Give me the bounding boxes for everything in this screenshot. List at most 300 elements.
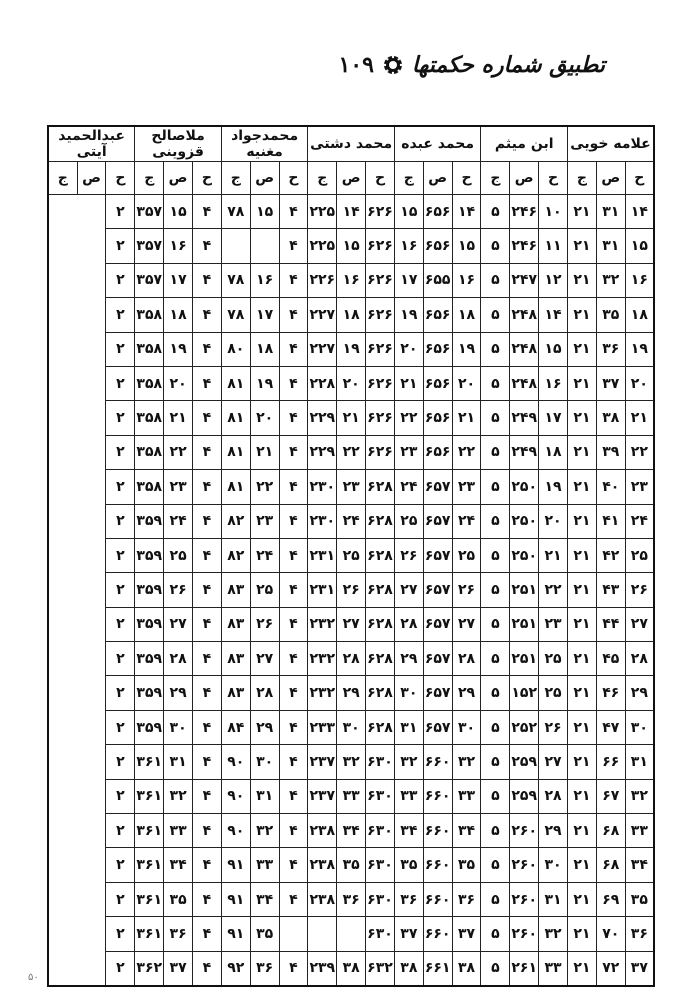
table-cell: ۱۱ — [539, 229, 568, 263]
table-cell: ۲۷ — [337, 607, 366, 641]
table-cell: ۴ — [279, 607, 308, 641]
table-cell: ۳۸ — [337, 951, 366, 986]
table-row — [48, 195, 654, 229]
table-cell: ۲۲۵ — [308, 229, 337, 263]
table-cell: ۱۲ — [539, 263, 568, 297]
table-cell: ۳۹ — [596, 435, 625, 469]
table-cell: ۲۱ — [567, 676, 596, 710]
table-cell: ۲ — [106, 951, 135, 986]
table-cell: ۲۸ — [337, 642, 366, 676]
table-cell: ۲۴۹ — [510, 435, 539, 469]
sub-header: ج — [567, 162, 596, 195]
table-cell: ۳۳ — [164, 814, 193, 848]
table-row — [48, 470, 654, 504]
table-cell: ۶۳۰ — [366, 745, 395, 779]
table-cell: ۱۵ — [250, 195, 279, 229]
table-cell: ۲۱ — [567, 401, 596, 435]
table-cell: ۷۰ — [596, 917, 625, 951]
table-cell: ۴۳ — [596, 573, 625, 607]
sub-header: ص — [423, 162, 452, 195]
table-cell: ۲۵۰ — [510, 470, 539, 504]
table-cell: ۴ — [193, 745, 222, 779]
table-cell: ۵ — [481, 470, 510, 504]
table-cell: ۲۴۶ — [510, 229, 539, 263]
table-cell: ۵ — [481, 814, 510, 848]
table-cell: ۲۳۰ — [308, 504, 337, 538]
table-cell: ۵ — [481, 882, 510, 916]
table-cell: ۸۱ — [221, 470, 250, 504]
table-cell: ۲۴۸ — [510, 332, 539, 366]
table-cell: ۳۶ — [394, 882, 423, 916]
table-cell: ۲۱ — [452, 401, 481, 435]
table-cell: ۲۲۸ — [308, 366, 337, 400]
table-cell: ۲ — [106, 607, 135, 641]
table-cell: ۳۵۹ — [135, 642, 164, 676]
table-cell: ۲ — [106, 779, 135, 813]
table-cell: ۲۳۲ — [308, 676, 337, 710]
table-row — [48, 745, 654, 779]
table-cell: ۲۱ — [567, 332, 596, 366]
table-cell: ۳۰ — [337, 710, 366, 744]
table-row — [48, 435, 654, 469]
table-cell: ۱۸ — [164, 298, 193, 332]
table-cell: ۳۵۸ — [135, 435, 164, 469]
table-cell: ۲۴ — [625, 504, 654, 538]
table-cell: ۶۶۰ — [423, 917, 452, 951]
table-cell: ۷۲ — [596, 951, 625, 986]
table-cell: ۱۰ — [539, 195, 568, 229]
table-cell: ۲۰ — [452, 366, 481, 400]
table-cell: ۶۲۶ — [366, 195, 395, 229]
table-cell: ۲۴۸ — [510, 366, 539, 400]
table-row — [48, 779, 654, 813]
table-cell: ۶۲۸ — [366, 538, 395, 572]
table-cell: ۴ — [193, 573, 222, 607]
sub-header: ج — [481, 162, 510, 195]
table-cell: ۴ — [279, 435, 308, 469]
table-cell: ۹۰ — [221, 745, 250, 779]
table-cell: ۳۱ — [596, 229, 625, 263]
table-cell: ۳۲ — [596, 263, 625, 297]
table-cell: ۴۰ — [596, 470, 625, 504]
table-cell: ۶۲۸ — [366, 573, 395, 607]
table-cell: ۲۳۸ — [308, 882, 337, 916]
table-cell: ۶۸ — [596, 814, 625, 848]
table-cell: ۶۳۲ — [366, 951, 395, 986]
table-cell: ۴ — [193, 676, 222, 710]
table-cell: ۲۲۶ — [308, 263, 337, 297]
table-cell: ۲۱ — [567, 538, 596, 572]
table-cell: ۴۶ — [596, 676, 625, 710]
table-cell: ۲۶۰ — [510, 814, 539, 848]
table-cell: ۳۲ — [164, 779, 193, 813]
table-cell — [250, 229, 279, 263]
table-cell: ۴ — [193, 263, 222, 297]
table-cell: ۵ — [481, 298, 510, 332]
table-cell: ۵ — [481, 676, 510, 710]
table-cell: ۴ — [193, 435, 222, 469]
table-cell: ۳۶۱ — [135, 814, 164, 848]
table-cell: ۸۰ — [221, 332, 250, 366]
table-row — [48, 298, 654, 332]
table-cell: ۱۶ — [337, 263, 366, 297]
table-cell: ۲۶ — [539, 710, 568, 744]
table-cell: ۳۴ — [164, 848, 193, 882]
table-cell: ۳۷ — [394, 917, 423, 951]
table-cell: ۵ — [481, 263, 510, 297]
table-cell: ۲ — [106, 538, 135, 572]
table-cell: ۳۵۹ — [135, 710, 164, 744]
table-cell: ۳۵۹ — [135, 573, 164, 607]
table-cell: ۸۴ — [221, 710, 250, 744]
table-cell: ۴ — [279, 642, 308, 676]
table-cell: ۶۵۶ — [423, 332, 452, 366]
table-cell: ۴ — [279, 848, 308, 882]
table-row — [48, 848, 654, 882]
table-cell: ۱۶ — [452, 263, 481, 297]
table-cell: ۳۱ — [250, 779, 279, 813]
table-cell: ۳۵۷ — [135, 263, 164, 297]
table-cell: ۱۸ — [625, 298, 654, 332]
table-cell: ۳۶ — [625, 917, 654, 951]
table-cell: ۴ — [193, 951, 222, 986]
table-cell: ۲۳۲ — [308, 642, 337, 676]
table-cell: ۵ — [481, 745, 510, 779]
table-cell: ۶۹ — [596, 882, 625, 916]
table-cell: ۱۷ — [539, 401, 568, 435]
sub-header: ح — [106, 162, 135, 195]
table-cell: ۲۵۱ — [510, 642, 539, 676]
table-cell: ۴ — [193, 710, 222, 744]
table-cell: ۳۳ — [394, 779, 423, 813]
table-cell: ۲۲۷ — [308, 332, 337, 366]
table-cell: ۸۲ — [221, 504, 250, 538]
table-cell: ۶۵۷ — [423, 710, 452, 744]
table-cell: ۶۲۸ — [366, 607, 395, 641]
table-cell: ۲۳۹ — [308, 951, 337, 986]
table-cell: ۲۳ — [394, 435, 423, 469]
table-cell: ۲۳۲ — [308, 607, 337, 641]
table-row — [48, 504, 654, 538]
table-cell: ۲۶۰ — [510, 917, 539, 951]
table-cell: ۴ — [193, 229, 222, 263]
table-cell: ۲ — [106, 814, 135, 848]
sub-header: ج — [135, 162, 164, 195]
table-row — [48, 814, 654, 848]
sub-header: ص — [596, 162, 625, 195]
concordance-table — [47, 125, 655, 987]
table-cell: ۴ — [193, 366, 222, 400]
table-cell: ۶۶۰ — [423, 882, 452, 916]
table-cell: ۲۵ — [394, 504, 423, 538]
table-body — [48, 195, 654, 986]
table-row — [48, 263, 654, 297]
table-cell: ۴ — [279, 195, 308, 229]
table-cell: ۱۵ — [539, 332, 568, 366]
table-cell: ۲ — [106, 401, 135, 435]
table-cell: ۲۳۸ — [308, 814, 337, 848]
table-cell: ۲ — [106, 642, 135, 676]
table-cell: ۲۱ — [250, 435, 279, 469]
table-cell: ۲۱ — [164, 401, 193, 435]
flower-ornament-icon — [382, 54, 404, 76]
table-cell: ۶۵۶ — [423, 195, 452, 229]
table-cell: ۲ — [106, 676, 135, 710]
table-cell: ۸۱ — [221, 401, 250, 435]
table-cell: ۳۵۸ — [135, 401, 164, 435]
table-cell: ۲۷ — [250, 642, 279, 676]
table-cell: ۲۱ — [337, 401, 366, 435]
table-cell: ۲۸ — [625, 642, 654, 676]
table-cell: ۳۱ — [539, 882, 568, 916]
table-cell: ۳۵۸ — [135, 298, 164, 332]
group-header-row — [48, 126, 654, 162]
table-cell: ۲۱ — [567, 642, 596, 676]
table-cell: ۴۱ — [596, 504, 625, 538]
table-cell — [337, 917, 366, 951]
table-cell: ۴ — [193, 470, 222, 504]
table-cell: ۲ — [106, 263, 135, 297]
table-cell: ۲۳ — [337, 470, 366, 504]
table-cell: ۳۶ — [452, 882, 481, 916]
table-cell: ۶۲۸ — [366, 676, 395, 710]
table-cell: ۲۱ — [539, 538, 568, 572]
table-cell: ۵ — [481, 710, 510, 744]
table-cell: ۶۶۱ — [423, 951, 452, 986]
table-cell: ۳۳ — [539, 951, 568, 986]
sub-header: ج — [221, 162, 250, 195]
sub-header: ح — [625, 162, 654, 195]
table-cell: ۲۳۳ — [308, 710, 337, 744]
table-cell: ۳۰ — [394, 676, 423, 710]
table-cell: ۳۴ — [337, 814, 366, 848]
table-cell: ۲۴ — [250, 538, 279, 572]
sub-header: ج — [308, 162, 337, 195]
table-cell: ۳۶ — [596, 332, 625, 366]
table-cell: ۳۶۱ — [135, 882, 164, 916]
table-cell: ۳۶ — [337, 882, 366, 916]
table-cell — [279, 917, 308, 951]
table-cell: ۲۲ — [539, 573, 568, 607]
table-cell: ۶۳۰ — [366, 917, 395, 951]
table-cell: ۱۴ — [337, 195, 366, 229]
table-cell: ۲۵ — [250, 573, 279, 607]
table-cell: ۲۳۷ — [308, 779, 337, 813]
table-row — [48, 676, 654, 710]
table-cell: ۶۵۷ — [423, 470, 452, 504]
table-cell: ۲۲ — [250, 470, 279, 504]
table-cell: ۳۵ — [250, 917, 279, 951]
group-header: محمد عبده — [394, 126, 481, 162]
table-cell: ۶۲۶ — [366, 401, 395, 435]
table-cell: ۲ — [106, 195, 135, 229]
table-cell: ۲۰ — [394, 332, 423, 366]
table-cell: ۱۶ — [539, 366, 568, 400]
table-cell: ۳۵۸ — [135, 470, 164, 504]
table-cell: ۸۳ — [221, 642, 250, 676]
table-cell: ۲۱ — [394, 366, 423, 400]
table-cell: ۲۷ — [394, 573, 423, 607]
table-cell: ۶۵۷ — [423, 538, 452, 572]
table-cell: ۲۱ — [567, 779, 596, 813]
table-cell: ۱۸ — [539, 435, 568, 469]
table-cell: ۲۵ — [337, 538, 366, 572]
table-cell: ۶۲۸ — [366, 642, 395, 676]
table-cell: ۶۳۰ — [366, 779, 395, 813]
table-cell: ۶۷ — [596, 779, 625, 813]
table-cell: ۲۷ — [452, 607, 481, 641]
table-cell: ۶۲۶ — [366, 298, 395, 332]
table-cell — [221, 229, 250, 263]
table-cell: ۱۹ — [394, 298, 423, 332]
sub-header: ص — [337, 162, 366, 195]
table-cell: ۴ — [279, 401, 308, 435]
table-cell: ۲۳۷ — [308, 745, 337, 779]
table-cell: ۳۷ — [625, 951, 654, 986]
table-cell: ۱۸ — [337, 298, 366, 332]
sub-header-row — [48, 162, 654, 195]
page-number: ۱۰۹ — [338, 52, 374, 78]
table-cell: ۹۱ — [221, 917, 250, 951]
table-cell: ۲۱ — [567, 745, 596, 779]
table-cell: ۴ — [193, 401, 222, 435]
footer-mark: ۵۰ — [28, 972, 39, 983]
table-cell: ۵ — [481, 779, 510, 813]
table-cell: ۲۳۰ — [308, 470, 337, 504]
table-cell: ۲ — [106, 573, 135, 607]
table-cell: ۳۴ — [250, 882, 279, 916]
table-cell: ۳۵۹ — [135, 504, 164, 538]
table-cell: ۲۳۱ — [308, 573, 337, 607]
table-cell: ۴ — [279, 263, 308, 297]
table-cell: ۲۱ — [567, 710, 596, 744]
table-cell: ۶۵۶ — [423, 366, 452, 400]
table-cell: ۱۸ — [250, 332, 279, 366]
table-cell: ۲۱ — [567, 435, 596, 469]
table-cell: ۸۳ — [221, 676, 250, 710]
table-cell: ۲ — [106, 848, 135, 882]
table-cell: ۲۱ — [567, 229, 596, 263]
table-cell: ۲۵ — [452, 538, 481, 572]
table-cell: ۲ — [106, 504, 135, 538]
table-cell: ۳۸ — [596, 401, 625, 435]
table-cell: ۲۱ — [567, 882, 596, 916]
table-cell: ۵ — [481, 848, 510, 882]
table-cell: ۵ — [481, 195, 510, 229]
table-cell: ۶۲۸ — [366, 504, 395, 538]
table-cell: ۶۲۶ — [366, 332, 395, 366]
table-cell: ۸۲ — [221, 538, 250, 572]
sub-header: ح — [539, 162, 568, 195]
table-cell: ۴ — [193, 814, 222, 848]
table-cell: ۲۹ — [164, 676, 193, 710]
table-cell: ۲۹ — [452, 676, 481, 710]
group-header: محمد دشتی — [308, 126, 395, 162]
table-cell: ۲۵۱ — [510, 573, 539, 607]
table-cell: ۲۳ — [625, 470, 654, 504]
table-cell: ۱۹ — [625, 332, 654, 366]
table-cell: ۳۶ — [164, 917, 193, 951]
table-cell: ۶۳۰ — [366, 882, 395, 916]
sub-header: ج — [394, 162, 423, 195]
table-cell: ۴۴ — [596, 607, 625, 641]
table-row — [48, 607, 654, 641]
table-cell: ۳۴ — [625, 848, 654, 882]
table-cell: ۱۵ — [337, 229, 366, 263]
table-cell: ۲۴ — [452, 504, 481, 538]
table-cell: ۲ — [106, 917, 135, 951]
table-cell: ۳۵۸ — [135, 332, 164, 366]
table-cell: ۲۲ — [394, 401, 423, 435]
table-cell: ۲۱ — [567, 504, 596, 538]
table-cell: ۶۳۰ — [366, 814, 395, 848]
sub-header: ص — [250, 162, 279, 195]
table-cell: ۴ — [279, 814, 308, 848]
group-header: ابن میثم — [481, 126, 568, 162]
table-cell: ۳۴ — [452, 814, 481, 848]
table-cell: ۲۲۹ — [308, 401, 337, 435]
table-cell: ۲۳ — [250, 504, 279, 538]
table-cell: ۵ — [481, 401, 510, 435]
table-cell: ۲۲ — [625, 435, 654, 469]
group-header: محمدجواد مغنیه — [221, 126, 308, 162]
table-row — [48, 642, 654, 676]
table-cell: ۴ — [279, 573, 308, 607]
table-cell: ۳۵۹ — [135, 676, 164, 710]
table-cell: ۲ — [106, 710, 135, 744]
table-cell: ۱۶ — [394, 229, 423, 263]
table-cell: ۶۵۵ — [423, 263, 452, 297]
table-cell: ۲۶ — [452, 573, 481, 607]
table-cell: ۲۸ — [452, 642, 481, 676]
sub-header: ح — [452, 162, 481, 195]
table-cell: ۳۶۱ — [135, 848, 164, 882]
table-cell: ۲۱ — [567, 848, 596, 882]
table-cell: ۳۷ — [596, 366, 625, 400]
table-row — [48, 710, 654, 744]
table-cell: ۳۰ — [625, 710, 654, 744]
table-cell: ۳۱ — [596, 195, 625, 229]
table-cell: ۹۰ — [221, 814, 250, 848]
table-cell: ۲۶۱ — [510, 951, 539, 986]
table-cell: ۴۵ — [596, 642, 625, 676]
table-cell: ۳۵ — [452, 848, 481, 882]
table-cell: ۲۴۷ — [510, 263, 539, 297]
table-row — [48, 366, 654, 400]
table-cell: ۲۵۱ — [510, 607, 539, 641]
table-cell: ۴ — [279, 366, 308, 400]
table-cell: ۵ — [481, 917, 510, 951]
table-cell: ۳۷ — [452, 917, 481, 951]
table-cell: ۴ — [279, 229, 308, 263]
concordance-table-wrap — [47, 125, 655, 987]
table-cell: ۲۵ — [539, 676, 568, 710]
table-cell: ۴ — [279, 779, 308, 813]
table-cell: ۱۵ — [452, 229, 481, 263]
table-cell: ۲۳ — [539, 607, 568, 641]
table-cell: ۶۶۰ — [423, 848, 452, 882]
sub-header: ج — [48, 162, 77, 195]
table-cell: ۶۲۸ — [366, 470, 395, 504]
table-cell: ۴ — [279, 676, 308, 710]
table-cell: ۱۹ — [250, 366, 279, 400]
table-cell: ۲۹ — [539, 814, 568, 848]
table-cell: ۳۲ — [394, 745, 423, 779]
table-cell: ۶۵۶ — [423, 401, 452, 435]
table-cell: ۳۵ — [164, 882, 193, 916]
table-cell: ۲۶ — [394, 538, 423, 572]
table-cell: ۳۲ — [539, 917, 568, 951]
